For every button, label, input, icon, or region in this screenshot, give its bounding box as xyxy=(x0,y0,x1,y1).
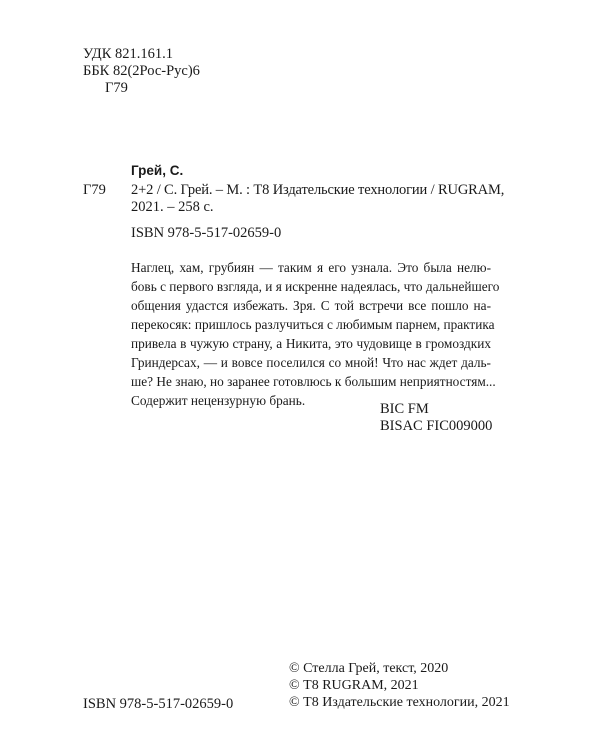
annotation-line: Гриндерсах, — и вовсе поселился со мной! Что нас ждет даль- xyxy=(131,355,491,370)
copyright-line: © Т8 Издательские технологии, 2021 xyxy=(289,695,510,710)
copyright-line: © Стелла Грей, текст, 2020 xyxy=(289,661,449,676)
isbn-record: ISBN 978-5-517-02659-0 xyxy=(131,225,282,241)
annotation xyxy=(131,258,500,410)
bisac-code: BISAC FIC009000 xyxy=(380,418,493,434)
footer-isbn: ISBN 978-5-517-02659-0 xyxy=(83,696,234,712)
copyright-line: © Т8 RUGRAM, 2021 xyxy=(289,678,419,693)
author-mark: Г79 xyxy=(105,80,128,96)
annotation-line: Содержит нецензурную брань. xyxy=(131,393,306,408)
title-statement-line-1: 2+2 / С. Грей. – М. : Т8 Издательские технологии / RUGRAM, xyxy=(131,182,505,198)
annotation-line: перекосяк: пришлось разлучиться с любимым парнем, практика xyxy=(131,317,495,332)
annotation-line: привела в чужую страну, а Никита, это чудовище в громоздких xyxy=(131,336,491,351)
annotation-line: Наглец, хам, грубиян — таким я его узнала. Это была нелю- xyxy=(131,260,491,275)
annotation-line: бовь с первого взгляда, и я искренне надеялась, что дальнейшего xyxy=(131,279,500,294)
record-author-mark: Г79 xyxy=(83,182,106,198)
title-statement-line-2: 2021. – 258 с. xyxy=(131,199,214,215)
bic-code: BIC FM xyxy=(380,401,429,417)
annotation-line: ше? Не знаю, но заранее готовлюсь к большим неприятностям... xyxy=(131,374,496,389)
annotation-line: общения удастся избежать. Зря. С той встречи все пошло на- xyxy=(131,298,491,313)
bbk-code: ББК 82(2Рос-Рус)6 xyxy=(83,63,200,79)
author-heading: Грей, С. xyxy=(131,163,184,178)
udk-code: УДК 821.161.1 xyxy=(83,46,173,62)
